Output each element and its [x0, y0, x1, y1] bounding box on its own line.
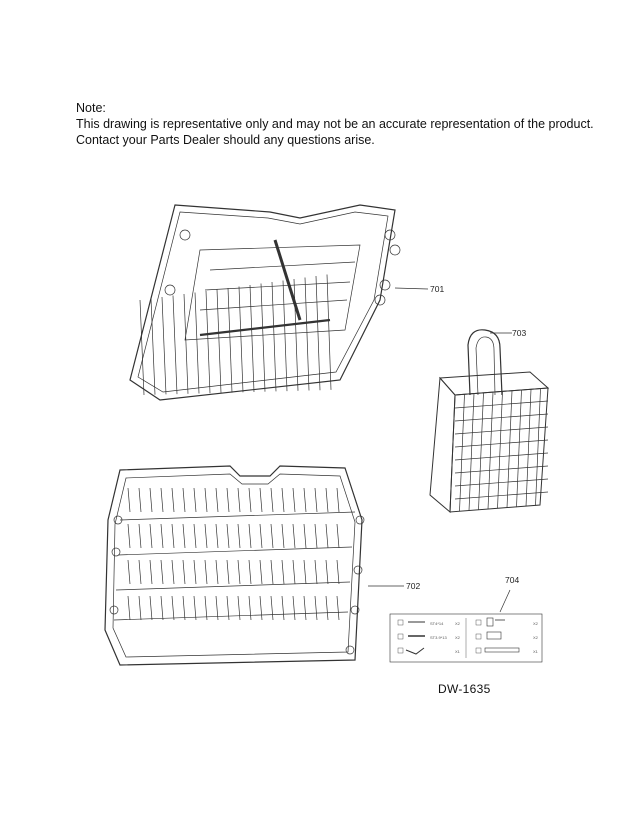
wire-tine [205, 524, 207, 548]
wire-tine [128, 488, 130, 512]
wire-tine [326, 488, 328, 512]
wire-tine [205, 596, 207, 620]
wire-tine [315, 596, 317, 620]
model-number: DW-1635 [438, 682, 491, 696]
wire-tine [488, 392, 493, 509]
kit-row1-code: ST4*14 [430, 621, 444, 626]
wire-tine [271, 596, 273, 620]
wire-tine [304, 560, 306, 584]
wire-tine [217, 290, 221, 393]
note-line-1: This drawing is representative only and may not be an accurate representation of the product. [76, 117, 594, 131]
callout-702: 702 [406, 581, 421, 591]
wire-tine [455, 427, 548, 434]
wire-tine [498, 392, 503, 509]
wire-tine [337, 560, 339, 584]
wire-tine [140, 300, 144, 395]
wire-tine [316, 276, 320, 390]
upper-rack-drawing [130, 205, 400, 400]
wire-tine [293, 560, 295, 584]
wire-tine [271, 488, 273, 512]
wire-tine [305, 278, 309, 391]
wire-tine [469, 394, 474, 511]
wire-tine [227, 560, 229, 584]
wire-tine [216, 524, 218, 548]
wire-tine [150, 560, 152, 584]
wire-tine [238, 488, 240, 512]
wire-tine [260, 488, 262, 512]
wire-tine [282, 560, 284, 584]
wire-tine [150, 596, 152, 620]
wire-tine [455, 479, 548, 486]
wire-tine [455, 440, 548, 447]
wire-tine [250, 285, 254, 392]
wire-tine [315, 524, 317, 548]
wire-tine [283, 281, 287, 392]
kit-row2-qty: X2 [455, 635, 460, 640]
wire-tine [326, 524, 328, 548]
wire-tine [227, 524, 229, 548]
wire-tine [517, 390, 522, 507]
wire-tine [249, 488, 251, 512]
kit-row3-qty: X1 [455, 649, 460, 654]
wire-tine [161, 596, 163, 620]
wire-tine [194, 488, 196, 512]
wire-tine [184, 294, 188, 394]
wire-tine [238, 560, 240, 584]
wire-tine [293, 488, 295, 512]
note-line-2: Contact your Parts Dealer should any questions arise. [76, 133, 375, 147]
wire-tine [249, 596, 251, 620]
wire-tine [282, 488, 284, 512]
wire-tine [238, 524, 240, 548]
wire-tine [161, 524, 163, 548]
installation-kit-drawing [390, 614, 542, 662]
lower-rack-drawing [105, 466, 364, 665]
wire-tine [194, 524, 196, 548]
wire-tine [161, 560, 163, 584]
wire-tine [205, 488, 207, 512]
wire-tine [507, 391, 512, 508]
wire-tine [183, 524, 185, 548]
wire-tine [128, 596, 130, 620]
wire-tine [206, 291, 210, 393]
wire-tine [304, 596, 306, 620]
kit-row2-code: ST3.9*13 [430, 635, 447, 640]
callout-leader-704 [500, 590, 510, 612]
wire-tine [272, 282, 276, 391]
wire-tine [536, 389, 541, 506]
wire-tine [239, 287, 243, 393]
callout-701: 701 [430, 284, 445, 294]
wire-tine [194, 596, 196, 620]
wire-tine [216, 488, 218, 512]
wire-tine [294, 279, 298, 391]
wire-tine [337, 524, 339, 548]
wire-tine [205, 560, 207, 584]
wire-tine [227, 488, 229, 512]
wire-tine [337, 596, 339, 620]
wire-tine [139, 596, 141, 620]
wire-tine [150, 488, 152, 512]
wire-tine [172, 596, 174, 620]
cutlery-basket-drawing [430, 330, 548, 512]
wire-tine [282, 596, 284, 620]
wire-tine [216, 560, 218, 584]
wire-tine [194, 560, 196, 584]
wire-tine [183, 488, 185, 512]
kit-row4-qty: X2 [533, 621, 538, 626]
note-heading: Note: [76, 101, 106, 115]
wire-tine [315, 560, 317, 584]
wire-tine [261, 284, 265, 392]
wire-tine [172, 560, 174, 584]
wire-tine [238, 596, 240, 620]
wire-tine [128, 524, 130, 548]
wire-tine [128, 560, 130, 584]
wire-tine [260, 560, 262, 584]
wire-tine [260, 596, 262, 620]
callout-704: 704 [505, 575, 520, 585]
callout-703: 703 [512, 328, 527, 338]
wire-tine [183, 560, 185, 584]
wire-tine [479, 393, 484, 510]
wire-tine [228, 288, 232, 393]
wire-tine [139, 488, 141, 512]
wire-tine [172, 524, 174, 548]
wire-tine [282, 524, 284, 548]
wire-tine [271, 560, 273, 584]
wire-tine [172, 488, 174, 512]
wire-tine [455, 453, 548, 460]
wire-tine [326, 596, 328, 620]
wire-tine [326, 560, 328, 584]
wire-tine [183, 596, 185, 620]
wire-tine [249, 560, 251, 584]
wire-tine [455, 492, 548, 499]
wire-tine [249, 524, 251, 548]
wire-tine [271, 524, 273, 548]
wire-tine [455, 466, 548, 473]
wire-tine [161, 488, 163, 512]
wire-tine [315, 488, 317, 512]
wire-tine [150, 524, 152, 548]
wire-tine [293, 596, 295, 620]
wire-tine [460, 394, 465, 511]
wire-tine [526, 389, 531, 506]
kit-row6-qty: X1 [533, 649, 538, 654]
wire-tine [260, 524, 262, 548]
callout-leader-701 [395, 288, 428, 289]
wire-tine [293, 524, 295, 548]
wire-tine [304, 524, 306, 548]
wire-tine [139, 524, 141, 548]
wire-tine [195, 293, 199, 394]
wire-tine [173, 296, 177, 395]
wire-tine [337, 488, 339, 512]
wire-tine [304, 488, 306, 512]
wire-tine [139, 560, 141, 584]
wire-tine [162, 297, 166, 394]
kit-row5-qty: X2 [533, 635, 538, 640]
kit-row1-qty: X2 [455, 621, 460, 626]
